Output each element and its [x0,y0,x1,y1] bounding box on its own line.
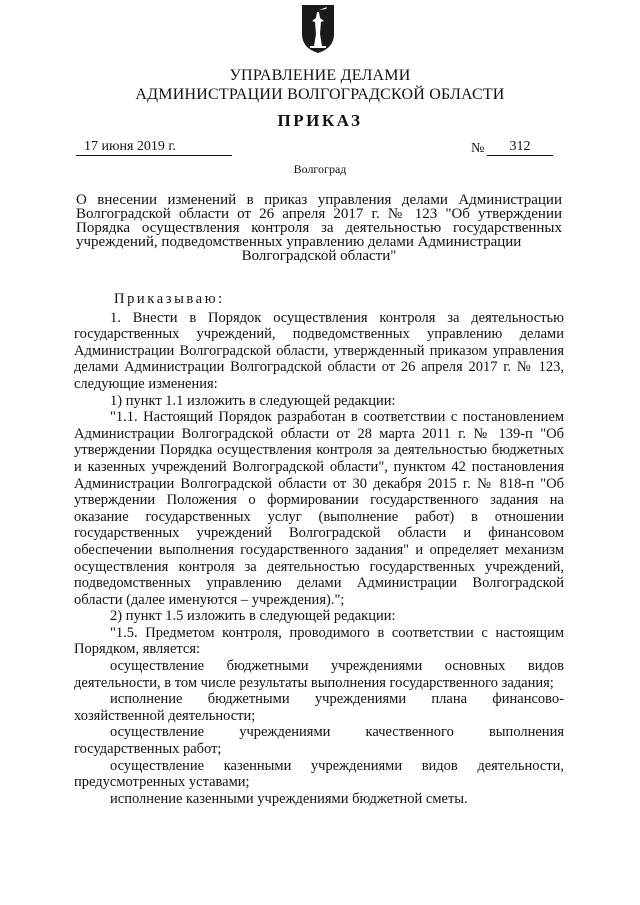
coat-of-arms-icon [300,4,336,54]
order-date-field [76,139,232,156]
org-name-line2: АДМИНИСТРАЦИИ ВОЛГОГРАДСКОЙ ОБЛАСТИ [135,86,505,103]
subject-last-line: Волгоградской области" [241,248,397,264]
paragraph-1-item-2: 2) пункт 1.5 изложить в следующей редакции: [110,608,396,625]
org-name-line1: УПРАВЛЕНИЕ ДЕЛАМИ [229,67,411,84]
order-body [74,291,564,807]
city-name: Волгоград [293,162,347,176]
control-subject-1: осуществление бюджетными учреждениями основных видов деятельности, в том числе результаты выполнения государственного задания; [74,658,564,691]
control-subject-5: исполнение казенными учреждениями бюджетной сметы. [110,790,468,807]
subject-text: О внесении изменений в приказ управления делами Администрации Волгоградской области от 26 апреля 2017 г. № 123 "Об утверждении Порядка осуществления контроля за деятельностью государственных учреждений, подведомственных управлению делами Администрации [76,192,562,250]
order-date: 17 июня 2019 г. [84,139,177,154]
order-number: 312 [487,139,553,156]
control-subject-4: осуществление казенными учреждениями видов деятельности, предусмотренных уставами; [74,757,564,791]
paragraph-1-5-text: "1.5. Предметом контроля, проводимого в соответствии с настоящим Порядком, является: [74,624,564,658]
order-directive: Приказываю: [114,291,225,307]
paragraph-1: 1. Внести в Порядок осуществления контроля за деятельностью государственных учреждений, подведомственных управлению делами Администрации Волгоградской области, утвержденный приказом управления делами Администрации Волгоградской области от 26 апреля 2017 г. № 123, следующие изменения: [74,309,564,392]
document-title: ПРИКАЗ [277,111,363,130]
paragraph-1-item-1: 1) пункт 1.1 изложить в следующей редакции: [110,392,396,409]
control-subject-2: исполнение бюджетными учреждениями плана финансово-хозяйственной деятельности; [74,691,564,724]
order-subject [76,193,562,263]
order-number-label: № [471,141,485,156]
paragraph-1-1-text: "1.1. Настоящий Порядок разработан в соответствии с постановлением Администрации Волгоградской области от 28 марта 2011 г. № 139-п "Об утверждении Порядка осуществления контроля за деятельностью бюджетных и казенных учреждений Волгоградской области", пунктом 42 постановления Администрации Волгоградской области от 30 декабря 2015 г. № 818-п "Об утверждении Положения о формировании государственного задания на оказание государственных услуг (выполнение работ) в отношении государственных учреждений Волгоградской области и финансовом обеспечении выполнения государственного задания" и определяет механизм осуществления контроля за деятельностью государственных учреждений, подведомственных управлению делами Администрации Волгоградской области (далее именуются – учреждения)."; [74,409,564,608]
control-subject-3: осуществление учреждениями качественного выполнения государственных работ; [74,724,564,758]
